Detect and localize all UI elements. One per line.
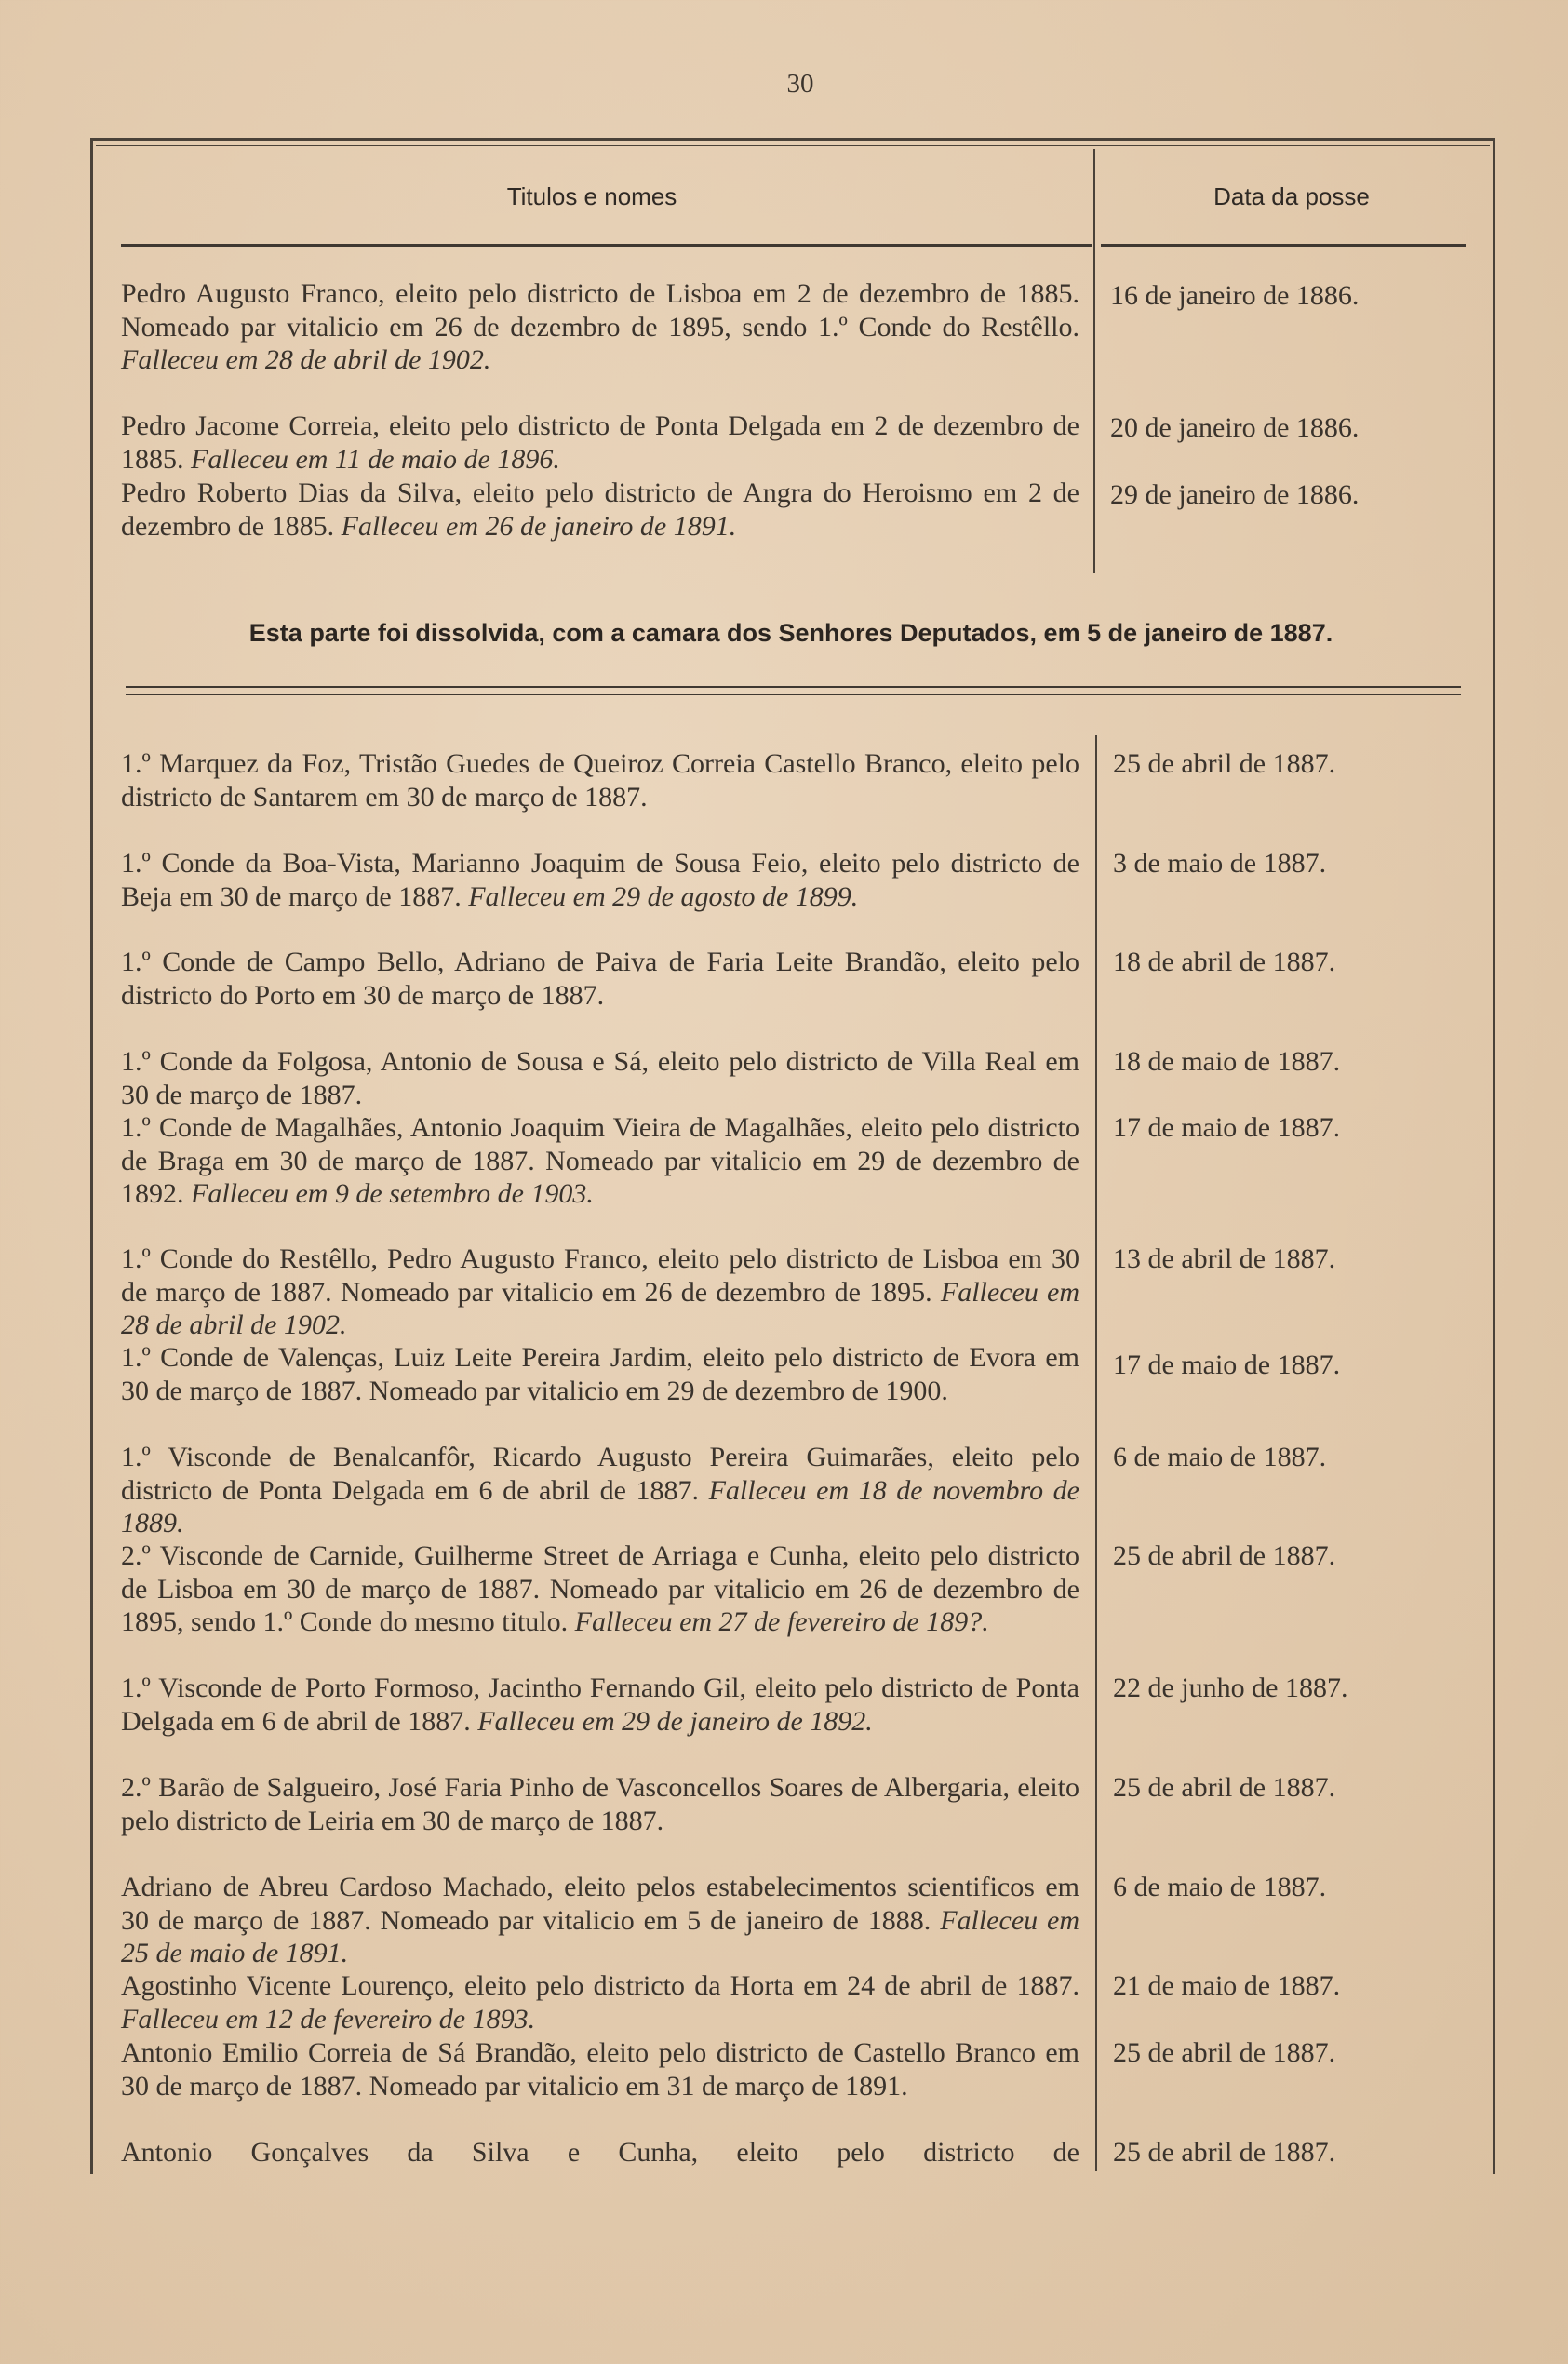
list-item: 1.º Conde de Campo Bello, Adriano de Paiva de Faria Leite Brandão, eleito pelo districto do Porto em 30 de março de 1887. 18 de abril de 1887. (121, 947, 1336, 1011)
date-value: 17 de maio de 1887. (1113, 1112, 1341, 1143)
list-item: Pedro Roberto Dias da Silva, eleito pelo districto de Angra do Heroismo em 2 de dezembro de 1885. Falleceu em 26 de janeiro de 1891. 29 de janeiro de 1886. (121, 477, 1360, 542)
list-item: 2.º Barão de Salgueiro, José Faria Pinho de Vasconcellos Soares de Albergaria, eleito pelo districto de Leiria em 30 de março de 1887. 25 de abril de 1887. (121, 1772, 1336, 1836)
list-item: Adriano de Abreu Cardoso Machado, eleito pelos estabelecimentos scientificos em 30 de março de 1887. Nomeado par vitalicio em 5 de janeiro de 1888. Falleceu em 25 de maio de 1891. 6 de maio de 1887. (121, 1872, 1327, 1969)
list-item: Antonio Emilio Correia de Sá Brandão, eleito pelo districto de Castello Branco em 30 de março de 1887. Nomeado par vitalicio em 31 de março de 1891. 25 de abril de 1887. (121, 2037, 1336, 2102)
list-item: Pedro Augusto Franco, eleito pelo districto de Lisboa em 2 de dezembro de 1885. Nomeado par vitalicio em 26 de dezembro de 1895, sendo 1.º Conde do Restêllo. Falleceu em 28 de abril de 1902. 16 de janeiro de 1886. (121, 278, 1360, 376)
date-value: 16 de janeiro de 1886. (1110, 280, 1360, 311)
list-item: 1.º Conde da Folgosa, Antonio de Sousa e Sá, eleito pelo districto de Villa Real em 30 de março de 1887. 18 de maio de 1887. (121, 1046, 1341, 1110)
date-value: 25 de abril de 1887. (1113, 1772, 1336, 1803)
date-value: 25 de abril de 1887. (1113, 2137, 1336, 2168)
date-value: 21 de maio de 1887. (1113, 1970, 1341, 2001)
list-item: 1.º Visconde de Porto Formoso, Jacintho Fernando Gil, eleito pelo districto de Ponta Delgada em 6 de abril de 1887. Falleceu em 29 de janeiro de 1892. 22 de junho de 1887. (121, 1672, 1348, 1737)
list-item: Pedro Jacome Correia, eleito pelo districto de Ponta Delgada em 2 de dezembro de 1885. Falleceu em 11 de maio de 1896. 20 de janeiro de 1886. (121, 410, 1360, 475)
date-value: 13 de abril de 1887. (1113, 1243, 1336, 1274)
date-value: 29 de janeiro de 1886. (1110, 479, 1360, 510)
date-value: 25 de abril de 1887. (1113, 2037, 1336, 2068)
page-number: 30 (786, 69, 814, 99)
section-rule-1 (126, 686, 1461, 688)
dissolution-notice: Esta parte foi dissolvida, com a camara dos Senhores Deputados, em 5 de janeiro de 1887. (248, 619, 1333, 647)
list-item: 1.º Conde de Magalhães, Antonio Joaquim Vieira de Magalhães, eleito pelo districto de Braga em 30 de março de 1887. Nomeado par vitalicio em 29 de dezembro de 1892. Falleceu em 9 de setembro de 1903. 17 de maio de 1887. (121, 1112, 1341, 1210)
date-value: 25 de abril de 1887. (1113, 748, 1336, 779)
list-item: Agostinho Vicente Lourenço, eleito pelo districto da Horta em 24 de abril de 1887. Falleceu em 12 de fevereiro de 1893. 21 de maio de 1887. (121, 1970, 1341, 2035)
column-divider-1 (1093, 149, 1095, 573)
date-value: 18 de abril de 1887. (1113, 947, 1336, 977)
list-item: 1.º Conde de Valenças, Luiz Leite Pereira Jardim, eleito pelo districto de Evora em 30 de março de 1887. Nomeado par vitalicio em 29 de dezembro de 1900. 17 de maio de 1887. (121, 1342, 1341, 1406)
date-value: 18 de maio de 1887. (1113, 1046, 1341, 1077)
column-divider-2 (1095, 735, 1097, 2171)
date-value: 6 de maio de 1887. (1113, 1442, 1327, 1472)
date-value: 22 de junho de 1887. (1113, 1672, 1348, 1703)
list-item: 1.º Visconde de Benalcanfôr, Ricardo Augusto Pereira Guimarães, eleito pelo districto de Ponta Delgada em 6 de abril de 1887. Falleceu em 18 de novembro de 1889. 6 de maio de 1887. (121, 1442, 1327, 1539)
list-item: 1.º Conde do Restêllo, Pedro Augusto Franco, eleito pelo districto de Lisboa em 30 de março de 1887. Nomeado par vitalicio em 26 de dezembro de 1895. Falleceu em 28 de abril de 1902. 13 de abril de 1887. (121, 1243, 1336, 1341)
column-header-date: Data da posse (1213, 182, 1370, 210)
date-value: 17 de maio de 1887. (1113, 1350, 1341, 1380)
list-item: 1.º Conde da Boa-Vista, Marianno Joaquim de Sousa Feio, eleito pelo districto de Beja em 30 de março de 1887. Falleceu em 29 de agosto de 1899. 3 de maio de 1887. (121, 848, 1327, 912)
section-rule-2 (126, 694, 1461, 695)
column-header-names: Titulos e nomes (506, 182, 677, 210)
date-value: 6 de maio de 1887. (1113, 1872, 1327, 1902)
date-value: 25 de abril de 1887. (1113, 1540, 1336, 1571)
header-rule-right (1101, 244, 1466, 247)
header-rule-left (121, 244, 1092, 247)
list-item: 2.º Visconde de Carnide, Guilherme Street de Arriaga e Cunha, eleito pelo districto de Lisboa em 30 de março de 1887. Nomeado par vitalicio em 26 de dezembro de 1895, sendo 1.º Conde do mesmo titulo. Falleceu em 27 de fevereiro de 189?. 25 de abril de 1887. (121, 1540, 1336, 1638)
list-item: Antonio Gonçalves da Silva e Cunha, eleito pelo districto de 25 de abril de 1887. (121, 2137, 1336, 2168)
date-value: 3 de maio de 1887. (1113, 848, 1327, 879)
date-value: 20 de janeiro de 1886. (1110, 412, 1360, 443)
list-item: 1.º Marquez da Foz, Tristão Guedes de Queiroz Correia Castello Branco, eleito pelo districto de Santarem em 30 de março de 1887. 25 de abril de 1887. (121, 748, 1336, 813)
